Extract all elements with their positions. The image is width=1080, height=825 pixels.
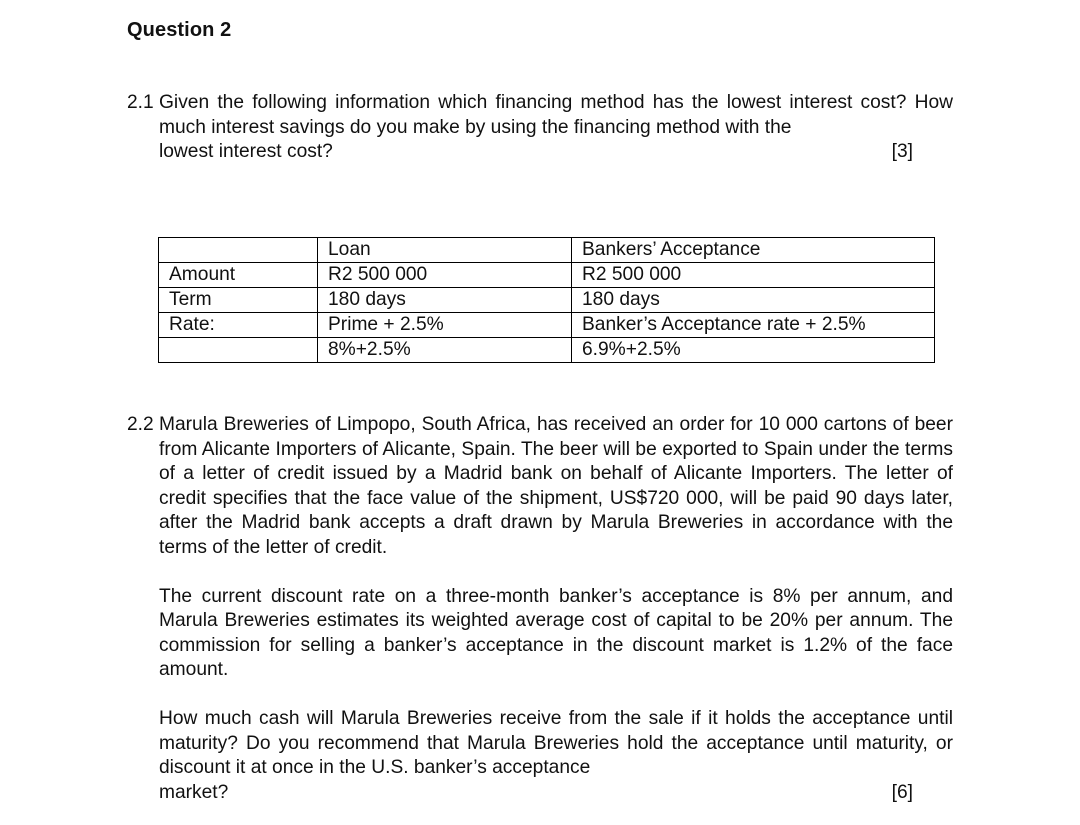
question-2-2 xyxy=(127,413,953,805)
table-cell: Rate: xyxy=(159,313,318,338)
table-cell: Loan xyxy=(318,238,572,263)
table-row xyxy=(159,338,935,363)
question-text-last-line: market? xyxy=(159,781,229,803)
question-paragraph-3: How much cash will Marula Breweries receive from the sale if it holds the acceptance until maturity? Do you recommend that Marula Breweries hold the acceptance until maturity, or discount it at once in the U.S. banker’s acceptance xyxy=(159,708,953,778)
question-heading: Question 2 xyxy=(127,19,232,41)
table-cell: 8%+2.5% xyxy=(318,338,572,363)
question-paragraph-2: The current discount rate on a three-month banker’s acceptance is 8% per annum, and Marula Breweries estimates its weighted average cost of capital to be 20% per annum. The commission for selling a banker’s acceptance in the discount market is 1.2% of the face amount. xyxy=(159,585,953,680)
table-cell: 180 days xyxy=(572,288,935,313)
financing-comparison-table xyxy=(158,237,935,363)
question-2-1 xyxy=(127,91,953,165)
table-cell: 180 days xyxy=(318,288,572,313)
table-cell: Prime + 2.5% xyxy=(318,313,572,338)
table-cell: Bankers’ Acceptance xyxy=(572,238,935,263)
question-text: Given the following information which financing method has the lowest interest cost? How much interest savings do you make by using the financing method with the xyxy=(159,92,953,138)
table-row xyxy=(159,263,935,288)
table-cell: Banker’s Acceptance rate + 2.5% xyxy=(572,313,935,338)
table-cell: 6.9%+2.5% xyxy=(572,338,935,363)
table-cell: R2 500 000 xyxy=(572,263,935,288)
question-number: 2.1 xyxy=(127,92,154,113)
table-header-row xyxy=(159,238,935,263)
table-row xyxy=(159,313,935,338)
question-paragraph-1: Marula Breweries of Limpopo, South Africa, has received an order for 10 000 cartons of beer from Alicante Importers of Alicante, Spain. The beer will be exported to Spain under the terms of a letter of credit issued by a Madrid bank on behalf of Alicante Importers. The letter of credit specifies that the face value of the shipment, US$720 000, will be paid 90 days later, after the Madrid bank accepts a draft drawn by Marula Breweries in accordance with the terms of the letter of credit. xyxy=(159,414,953,558)
marks-label: [6] xyxy=(891,781,913,803)
table-cell: Term xyxy=(159,288,318,313)
table-row xyxy=(159,288,935,313)
table-cell: Amount xyxy=(159,263,318,288)
marks-label: [3] xyxy=(891,141,913,162)
table-cell xyxy=(159,338,318,363)
question-text-last-line: lowest interest cost? xyxy=(159,141,333,162)
table-cell: R2 500 000 xyxy=(318,263,572,288)
table-cell xyxy=(159,238,318,263)
question-number: 2.2 xyxy=(127,414,154,435)
